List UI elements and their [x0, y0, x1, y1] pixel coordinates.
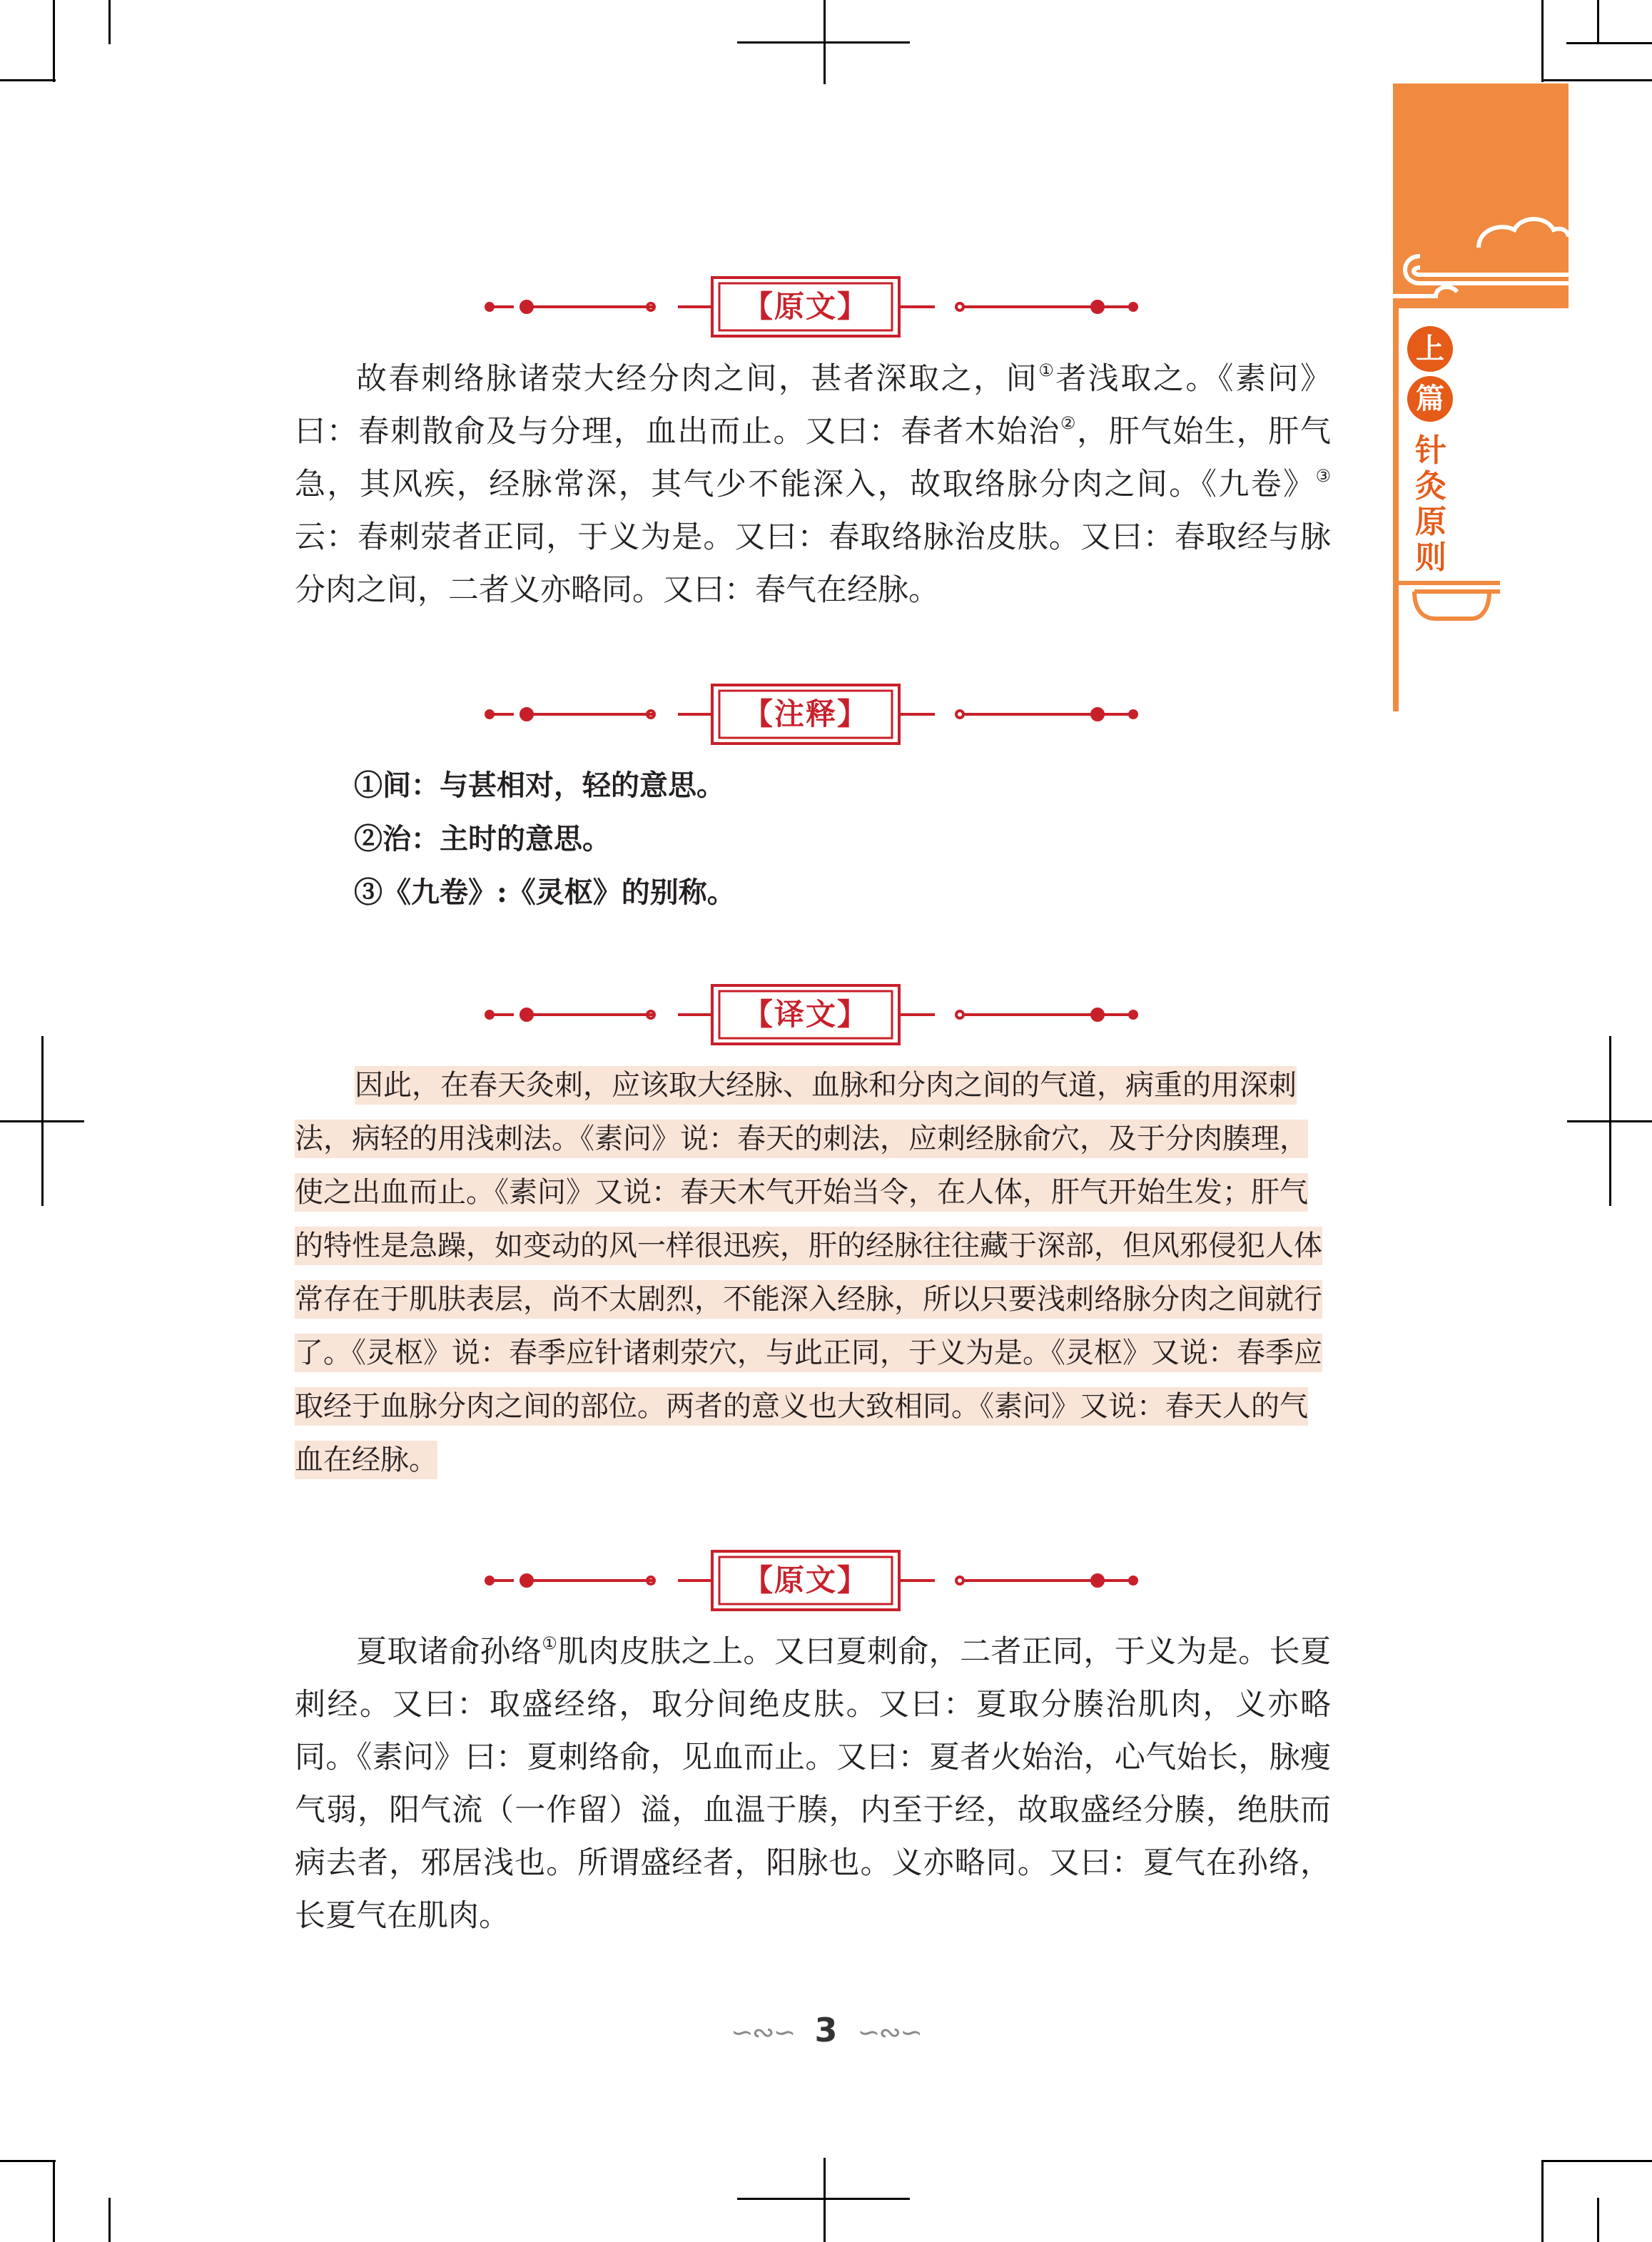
crop-mark: [108, 2198, 111, 2242]
chapter-title-char: 原: [1415, 504, 1446, 540]
text-run: 故春刺络脉诸荥大经分肉之间，甚者深取之，间: [356, 361, 1039, 397]
footnote-ref: ①: [542, 1633, 558, 1653]
crop-mark: [1597, 2198, 1599, 2242]
section-label: 【原文】: [742, 1563, 868, 1598]
original-text-spring: [295, 352, 1331, 617]
footnote-ref: ③: [1315, 466, 1331, 486]
annotation-item: ②治：主时的意思。: [354, 822, 611, 856]
chapter-title-vertical: [1413, 433, 1449, 576]
annotation-item: ③《九卷》:《灵枢》的别称。: [354, 876, 736, 909]
text-run: 云：春刺荥者正同，于义为是。又曰：春取络脉治皮肤。又曰：春取经与脉分肉之间，二者义亦略同。又曰：春气在经脉。: [295, 519, 1331, 608]
crop-mark: [737, 2198, 910, 2200]
page-number: 3: [814, 2011, 838, 2049]
footer-ornament-right-icon: ∽∾∽: [857, 2017, 922, 2048]
section-label: 【注释】: [742, 696, 868, 731]
section-header-notes: [0, 682, 1652, 746]
annotation-item: ①间：与甚相对，轻的意思。: [354, 769, 725, 802]
text-run: ，肝气始生，肝气急，其风疾，经脉常深，其气少不能深入，故取络脉分肉之间。《九卷》: [295, 414, 1332, 502]
crop-mark: [1597, 0, 1599, 44]
section-header-translation: [0, 983, 1652, 1047]
highlighted-translation: 因此，在春天灸刺，应该取大经脉、血脉和分肉之间的气道，病重的用深刺法，病轻的用浅刺法。《素问》说：春天的刺法，应刺经脉俞穴，及于分肉腠理，使之出血而止。《素问》又说：春天木气开始当令，在人体，肝气开始生发；肝气的特性是急躁，如变动的风一样很迅疾，肝的经脉往往藏于深部，但风邪侵犯人体常存在于肌肤表层，尚不太剧烈，不能深入经脉，所以只要浅刺络脉分肉之间就行了。《灵枢》说：春季应针诸刺荥穴，与此正同，于义为是。《灵枢》又说：春季应取经于血脉分肉之间的部位。两者的意义也大致相同。《素问》又说：春天人的气血在经脉。: [295, 1066, 1322, 1479]
crop-mark: [108, 0, 111, 44]
crop-mark: [1543, 2160, 1652, 2162]
text-run: 者浅取之。《素问》曰：春刺散俞及与分理，血出而止。又曰：春者木始治: [295, 361, 1332, 450]
crop-mark: [1541, 2160, 1544, 2242]
crop-mark: [53, 2160, 55, 2242]
crop-mark: [824, 2158, 826, 2242]
crop-mark: [737, 41, 910, 44]
chapter-title-char: 则: [1415, 539, 1446, 576]
footer-ornament-left-icon: ∽∾∽: [730, 2017, 795, 2048]
crop-mark: [1566, 42, 1652, 44]
crop-mark: [53, 0, 55, 82]
text-run: 夏取诸俞孙络: [356, 1634, 542, 1670]
crop-mark: [1541, 0, 1544, 82]
page-footer: [0, 2011, 1652, 2049]
annotation-list: [354, 759, 1282, 919]
footnote-ref: ②: [1060, 413, 1078, 433]
crop-mark: [0, 79, 56, 81]
section-label: 【原文】: [742, 289, 868, 324]
chapter-title-char: 灸: [1415, 468, 1446, 504]
part-char-circle: 篇: [1407, 376, 1453, 422]
crop-mark: [1543, 79, 1652, 81]
section-header-original-2: [0, 1548, 1652, 1613]
original-text-summer: [295, 1625, 1331, 1942]
chapter-side-tab: [1393, 83, 1569, 626]
crop-mark: [0, 1120, 84, 1122]
footnote-ref: ①: [1038, 360, 1056, 380]
scroll-end-ornament-icon: [1393, 576, 1500, 633]
section-label: 【译文】: [742, 997, 868, 1032]
section-header-original: [0, 275, 1652, 339]
chapter-title-char: 针: [1415, 432, 1446, 469]
crop-mark: [1567, 1120, 1652, 1122]
translation-text: [295, 1059, 1331, 1487]
crop-mark: [0, 2160, 56, 2162]
text-run: 肌肉皮肤之上。又曰夏刺俞，二者正同，于义为是。长夏刺经。又曰：取盛经络，取分间绝皮肤。又曰：夏取分腠治肌肉，义亦略同。《素问》曰：夏刺络俞，见血而止。又曰：夏者火始治，心气始长，脉瘦气弱，阳气流（一作留）溢，血温于腠，内至于经，故取盛经分腠，绝肤而病去者，邪居浅也。所谓盛经者，阳脉也。义亦略同。又曰：夏气在孙络，长夏气在肌肉。: [295, 1634, 1332, 1934]
part-char-circle: 上: [1407, 326, 1453, 372]
